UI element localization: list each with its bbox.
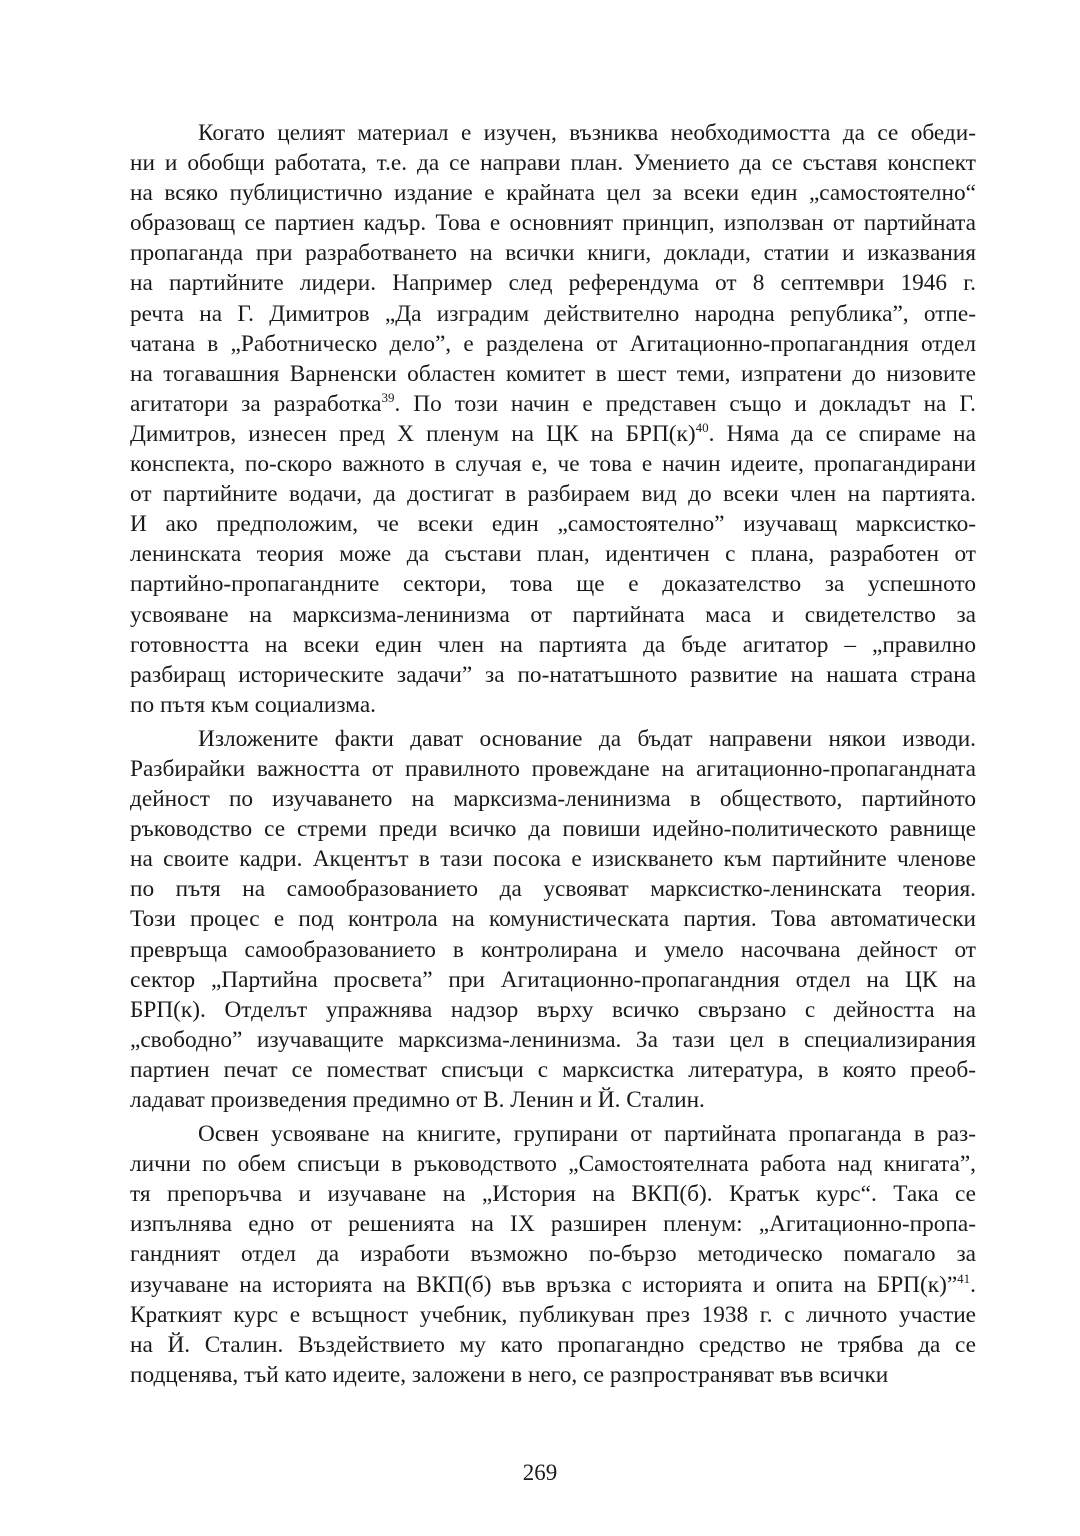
line-text: Освен усвояване на книгите, групирани от партийната пропаганда в раз-: [198, 1121, 976, 1148]
text-line: [130, 359, 976, 389]
text-line: [130, 299, 976, 329]
text-line: [130, 118, 976, 148]
line-text: „свободно” изучаващите марксизма-ленинизма. За тази цел в специализирания: [130, 1026, 976, 1053]
line-text: усвояване на марксизма-ленинизма от партийната маса и свидетелство за: [130, 601, 976, 628]
line-text: разбиращ историческите задачи” за по-нататъшното развитие на нашата страна: [130, 661, 976, 688]
line-text: изпълнява едно от решенията на IX разширен пленум: „Агитационно-пропа-: [130, 1211, 976, 1238]
footnote-reference[interactable]: 39: [381, 390, 395, 406]
line-text: тя препоръчва и изучаване на „История на ВКП(б). Кратък курс“. Така се: [130, 1181, 976, 1208]
text-line: [130, 754, 976, 784]
text-line: [130, 1119, 976, 1149]
line-text: чатана в „Работническо дело”, е разделена от Агитационно-пропагандния отдел: [130, 330, 976, 357]
text-line: [130, 1149, 976, 1179]
text-line: [130, 844, 976, 874]
line-text: ръководство се стреми преди всичко да повиши идейно-политическото равнище: [130, 816, 976, 843]
text-line: [130, 539, 976, 569]
line-text: Разбирайки важността от правилното провеждане на агитационно-пропагандната: [130, 755, 976, 782]
line-text: партийно-пропагандните сектори, това ще е доказателство за успешното: [130, 571, 976, 598]
line-text: на Й. Сталин. Въздействието му като пропагандно средство не трябва да се: [130, 1331, 976, 1358]
line-text: ни и обобщи работата, т.е. да се направи план. Умението да се съставя конспект: [130, 150, 976, 177]
text-line: [130, 178, 976, 208]
line-text: изучаване на историята на ВКП(б) във връзка с историята и опита на БРП(к)”: [130, 1271, 958, 1298]
line-text: пропаганда при разработването на всички книги, доклади, статии и изказвания: [130, 240, 976, 267]
line-text: от партийните водачи, да достигат в разбираем вид до всеки член на партията.: [130, 481, 976, 508]
line-text: И ако предположим, че всеки един „самостоятелно” изучаващ марксистко-: [130, 511, 976, 538]
text-line: [130, 1300, 976, 1330]
footnote-reference[interactable]: 41: [957, 1270, 971, 1286]
text-line: [130, 509, 976, 539]
line-text-continued: . По този начин е представен също и докладът на Г.: [394, 390, 976, 417]
text-line: [130, 208, 976, 238]
text-line: [130, 965, 976, 995]
line-text-continued: . Няма да се спираме на: [708, 420, 976, 447]
page-number: 269: [522, 1460, 558, 1485]
line-text: Изложените факти дават основание да бъдат направени някои изводи.: [198, 725, 976, 752]
paragraph: [130, 724, 976, 1115]
text-line: [130, 419, 976, 449]
line-text: агитатори за разработка: [130, 390, 382, 417]
paragraph: [130, 118, 976, 720]
text-line: [130, 238, 976, 268]
text-line: [130, 630, 976, 660]
footnote-reference[interactable]: 40: [695, 420, 709, 436]
text-line: [130, 660, 976, 690]
text-line: [130, 690, 976, 720]
line-text: дейност по изучаването на марксизма-ленинизма в обществото, партийното: [130, 786, 976, 813]
text-line: [130, 1239, 976, 1269]
line-text: на тогавашния Варненски областен комитет в шест теми, изпратени до низовите: [130, 360, 976, 387]
text-line: [130, 389, 976, 419]
text-line: [130, 479, 976, 509]
line-text-continued: .: [970, 1271, 976, 1298]
line-text: гандният отдел да изработи възможно по-бързо методическо помагало за: [130, 1241, 976, 1268]
line-text: Когато целият материал е изучен, възниква необходимостта да се обеди-: [198, 120, 976, 146]
line-text: на своите кадри. Акцентът в тази посока е изискването към партийните членове: [130, 846, 976, 873]
text-line: [130, 1270, 976, 1300]
text-line: [130, 995, 976, 1025]
text-line: [130, 1209, 976, 1239]
line-text: партиен печат се поместват списъци с марксистка литература, в която преоб-: [130, 1056, 976, 1083]
line-text: лични по обем списъци в ръководството „Самостоятелната работа над книгата”,: [130, 1151, 976, 1178]
line-text: готовността на всеки един член на партията да бъде агитатор – „правилно: [130, 631, 976, 658]
body-text: [130, 118, 976, 1394]
line-text: сектор „Партийна просвета” при Агитационно-пропагандния отдел на ЦК на: [130, 966, 976, 993]
text-line: [130, 1025, 976, 1055]
text-line: [130, 874, 976, 904]
text-line: [130, 1085, 976, 1115]
line-text: ленинската теория може да състави план, идентичен с плана, разработен от: [130, 541, 976, 568]
line-text: образоващ се партиен кадър. Това е основният принцип, използван от партийната: [130, 210, 976, 237]
text-line: [130, 148, 976, 178]
text-line: [130, 1360, 976, 1390]
text-line: [130, 1055, 976, 1085]
line-text: ладават произведения предимно от В. Ленин и Й. Сталин.: [130, 1087, 705, 1113]
text-line: [130, 784, 976, 814]
line-text: Краткият курс е всъщност учебник, публикуван през 1938 г. с личното участие: [130, 1301, 976, 1328]
line-text: конспекта, по-скоро важното в случая е, че това е начин идеите, пропагандирани: [130, 451, 976, 478]
text-line: [130, 904, 976, 934]
text-line: [130, 724, 976, 754]
line-text: по пътя към социализма.: [130, 691, 376, 718]
text-line: [130, 600, 976, 630]
text-line: [130, 329, 976, 359]
line-text: подценява, тъй като идеите, заложени в него, се разпространяват във всички: [130, 1361, 889, 1388]
line-text: на всяко публицистично издание е крайната цел за всеки един „самостоятелно“: [130, 180, 976, 207]
text-line: [130, 935, 976, 965]
line-text: Димитров, изнесен пред X пленум на ЦК на БРП(к): [130, 420, 696, 447]
text-line: [130, 268, 976, 298]
line-text: превръща самообразованието в контролирана и умело насочвана дейност от: [130, 936, 976, 963]
line-text: БРП(к). Отделът упражнява надзор върху всичко свързано с дейността на: [130, 996, 976, 1023]
paragraph: [130, 1119, 976, 1390]
line-text: Този процес е под контрола на комунистическата партия. Това автоматически: [130, 906, 976, 933]
line-text: речта на Г. Димитров „Да изградим действително народна република”, отпе-: [130, 300, 976, 327]
text-line: [130, 1179, 976, 1209]
text-line: [130, 449, 976, 479]
text-line: [130, 569, 976, 599]
line-text: по пътя на самообразованието да усвояват марксистко-ленинската теория.: [130, 876, 976, 903]
text-line: [130, 1330, 976, 1360]
line-text: на партийните лидери. Например след референдума от 8 септември 1946 г.: [130, 270, 976, 297]
text-line: [130, 814, 976, 844]
